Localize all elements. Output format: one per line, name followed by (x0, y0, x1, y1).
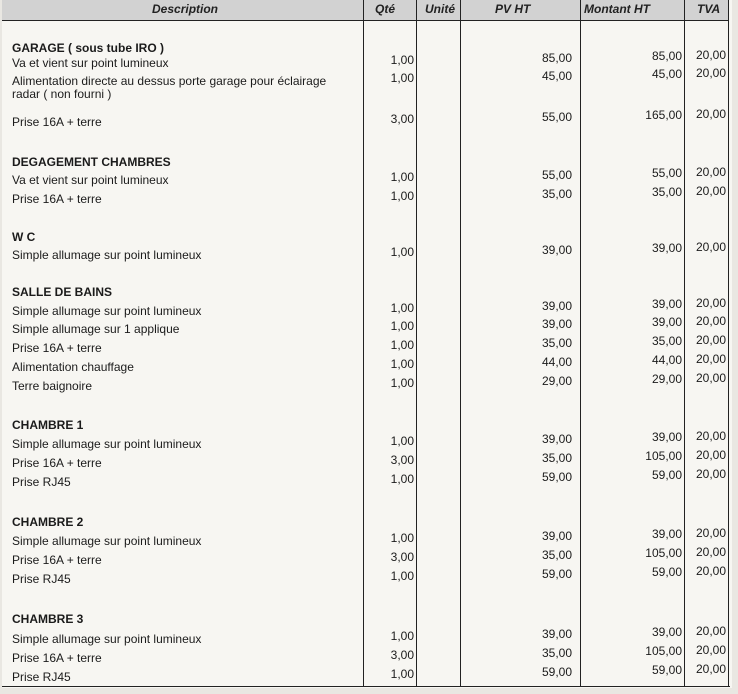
line-montant-ht: 59,00 (651, 663, 682, 677)
line-montant-ht: 35,00 (651, 334, 682, 348)
line-description: Prise 16A + terre (12, 456, 102, 470)
line-qty: 1,00 (390, 434, 414, 448)
line-description: Simple allumage sur point lumineux (12, 437, 202, 451)
line-qty: 1,00 (390, 245, 414, 259)
line-montant-ht: 39,00 (651, 297, 682, 311)
line-pv-ht: 55,00 (541, 168, 572, 182)
line-qty: 1,00 (390, 376, 414, 390)
line-tva: 20,00 (695, 526, 726, 540)
line-pv-ht: 59,00 (541, 567, 572, 581)
line-montant-ht: 45,00 (651, 67, 682, 81)
line-montant-ht: 44,00 (651, 353, 682, 367)
line-qty: 1,00 (390, 170, 414, 184)
line-tva: 20,00 (695, 165, 726, 179)
section-title: SALLE DE BAINS (12, 285, 113, 299)
column-divider-pvht (460, 0, 461, 686)
line-description: Simple allumage sur 1 applique (12, 322, 180, 336)
line-qty: 3,00 (390, 112, 414, 126)
line-montant-ht: 59,00 (651, 565, 682, 579)
line-description: Prise RJ45 (12, 670, 71, 684)
line-tva: 20,00 (695, 240, 726, 254)
line-qty: 1,00 (390, 569, 414, 583)
line-pv-ht: 44,00 (541, 355, 572, 369)
line-description: Alimentation directe au dessus porte garage pour éclairage (12, 74, 327, 88)
line-pv-ht: 35,00 (541, 336, 572, 350)
section-title: CHAMBRE 1 (12, 418, 84, 432)
line-description: Prise 16A + terre (12, 341, 102, 355)
line-pv-ht: 85,00 (541, 51, 572, 65)
line-montant-ht: 105,00 (645, 644, 682, 658)
section-title: CHAMBRE 3 (12, 612, 84, 626)
line-qty: 1,00 (390, 53, 414, 67)
line-pv-ht: 35,00 (541, 451, 572, 465)
line-description: Prise 16A + terre (12, 115, 102, 129)
line-description: Va et vient sur point lumineux (12, 56, 169, 70)
header-tva: TVA (697, 2, 721, 16)
line-montant-ht: 165,00 (645, 108, 682, 122)
line-tva: 20,00 (695, 371, 726, 385)
section-title: W C (12, 230, 36, 244)
column-divider-tva (684, 0, 685, 686)
line-tva: 20,00 (695, 66, 726, 80)
column-divider-right (728, 0, 729, 686)
line-description: Prise 16A + terre (12, 553, 102, 567)
line-tva: 20,00 (695, 643, 726, 657)
line-qty: 3,00 (390, 550, 414, 564)
line-qty: 3,00 (390, 648, 414, 662)
table-header (2, 0, 728, 21)
line-pv-ht: 39,00 (541, 299, 572, 313)
header-unit: Unité (425, 2, 455, 16)
line-tva: 20,00 (695, 545, 726, 559)
line-qty: 1,00 (390, 667, 414, 681)
line-montant-ht: 105,00 (645, 449, 682, 463)
line-description: Terre baignoire (12, 379, 93, 393)
line-qty: 1,00 (390, 472, 414, 486)
header-montant: Montant HT (584, 2, 650, 16)
line-description: Simple allumage sur point lumineux (12, 248, 202, 262)
line-tva: 20,00 (695, 184, 726, 198)
line-montant-ht: 55,00 (651, 166, 682, 180)
line-montant-ht: 39,00 (651, 625, 682, 639)
line-montant-ht: 105,00 (645, 546, 682, 560)
line-qty: 3,00 (390, 453, 414, 467)
line-pv-ht: 45,00 (541, 69, 572, 83)
line-montant-ht: 39,00 (651, 241, 682, 255)
line-description: Prise 16A + terre (12, 192, 102, 206)
section-title: DEGAGEMENT CHAMBRES (12, 155, 171, 169)
line-montant-ht: 39,00 (651, 430, 682, 444)
line-description: Simple allumage sur point lumineux (12, 304, 202, 318)
line-description: Simple allumage sur point lumineux (12, 534, 202, 548)
line-description: Va et vient sur point lumineux (12, 173, 169, 187)
line-tva: 20,00 (695, 296, 726, 310)
line-qty: 1,00 (390, 531, 414, 545)
line-pv-ht: 39,00 (541, 317, 572, 331)
line-pv-ht: 59,00 (541, 470, 572, 484)
line-pv-ht: 59,00 (541, 665, 572, 679)
line-pv-ht: 35,00 (541, 646, 572, 660)
line-description: Prise RJ45 (12, 475, 71, 489)
section-title: GARAGE ( sous tube IRO ) (12, 41, 165, 55)
line-montant-ht: 35,00 (651, 185, 682, 199)
line-qty: 1,00 (390, 71, 414, 85)
line-tva: 20,00 (695, 314, 726, 328)
line-description-cont: radar ( non fourni ) (12, 87, 112, 101)
line-qty: 1,00 (390, 357, 414, 371)
table-bottom-rule (2, 686, 730, 687)
line-description: Alimentation chauffage (12, 360, 134, 374)
line-tva: 20,00 (695, 624, 726, 638)
line-tva: 20,00 (695, 48, 726, 62)
line-montant-ht: 59,00 (651, 468, 682, 482)
line-qty: 1,00 (390, 629, 414, 643)
line-montant-ht: 29,00 (651, 372, 682, 386)
line-tva: 20,00 (695, 429, 726, 443)
line-montant-ht: 39,00 (651, 315, 682, 329)
line-qty: 1,00 (390, 319, 414, 333)
line-pv-ht: 39,00 (541, 529, 572, 543)
header-pvht: PV HT (495, 2, 531, 16)
line-tva: 20,00 (695, 333, 726, 347)
line-qty: 1,00 (390, 189, 414, 203)
line-pv-ht: 29,00 (541, 374, 572, 388)
line-pv-ht: 35,00 (541, 548, 572, 562)
quote-sheet (2, 0, 732, 688)
line-pv-ht: 39,00 (541, 432, 572, 446)
line-description: Prise 16A + terre (12, 651, 102, 665)
column-divider-unit (416, 0, 417, 686)
line-montant-ht: 39,00 (651, 527, 682, 541)
line-pv-ht: 39,00 (541, 627, 572, 641)
header-qty: Qté (375, 2, 396, 16)
line-description: Prise RJ45 (12, 572, 71, 586)
line-tva: 20,00 (695, 467, 726, 481)
line-tva: 20,00 (695, 564, 726, 578)
line-description: Simple allumage sur point lumineux (12, 632, 202, 646)
line-tva: 20,00 (695, 662, 726, 676)
column-divider-qty (363, 0, 364, 686)
line-qty: 1,00 (390, 301, 414, 315)
line-pv-ht: 39,00 (541, 243, 572, 257)
line-tva: 20,00 (695, 448, 726, 462)
header-description: Description (152, 2, 219, 16)
line-pv-ht: 55,00 (541, 110, 572, 124)
section-title: CHAMBRE 2 (12, 515, 84, 529)
line-pv-ht: 35,00 (541, 187, 572, 201)
line-tva: 20,00 (695, 352, 726, 366)
column-divider-montant (580, 0, 581, 686)
line-montant-ht: 85,00 (651, 49, 682, 63)
line-qty: 1,00 (390, 338, 414, 352)
line-tva: 20,00 (695, 107, 726, 121)
